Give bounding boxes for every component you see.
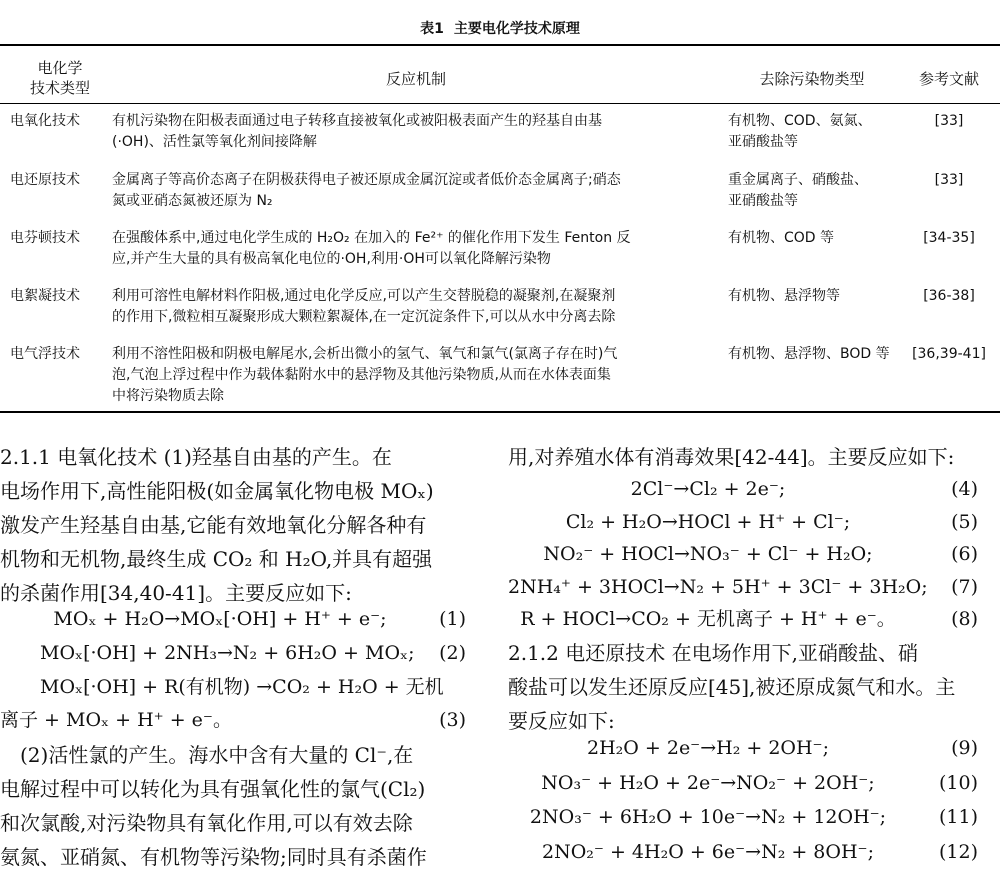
left-p1-line: 激发产生羟基自由基,它能有效地氧化分解各种有 [0,513,427,537]
equation-number: (2) [439,642,466,664]
equation-formula: MOₓ[·OH] + R(有机物) →CO₂ + H₂O + 无机 [40,676,444,698]
left-p1-line: 机物和无机物,最终生成 CO₂ 和 H₂O,并具有超强 [0,547,433,571]
equation-number: (4) [951,478,978,500]
row-type-line: 电芬顿技术 [10,230,80,246]
row-reference [898,286,1000,307]
equation-number: (9) [951,737,978,759]
equation-number: (11) [938,806,978,828]
equation-1 [0,604,468,634]
header-mechanism: 反应机制 [385,70,446,88]
row-pollutants [728,228,896,249]
row-mechanism-line: 应,并产生大量的具有极高氧化电位的·OH,利用·OH可以氧化降解污染物 [112,251,551,267]
row-type-line: 电气浮技术 [10,346,80,362]
table-bottom-rule [0,411,1000,413]
row-mechanism-line: 在强酸体系中,通过电化学生成的 H₂O₂ 在加入的 Fe²⁺ 的催化作用下发生 Fenton 反 [112,230,631,246]
equation [508,474,982,504]
table-caption [0,18,1000,38]
row-type [10,170,110,191]
row-mechanism [112,286,720,328]
row-pollutants [728,344,896,365]
equation-3-line1 [0,672,468,702]
row-pollutants [728,286,896,307]
row-mechanism-line: 有机污染物在阳极表面通过电子转移直接被氧化或被阳极表面产生的羟基自由基 [112,113,602,129]
row-mechanism [112,170,720,212]
equation-number: (5) [951,510,978,533]
row-pollutants-line: 有机物、COD、氨氮、 [728,113,872,129]
header-type [10,58,110,98]
equation [508,604,982,634]
header-references: 参考文献 [918,70,979,88]
row-reference [898,228,1000,249]
row-pollutants [728,170,896,212]
table-top-rule [0,44,1000,46]
equation [508,837,982,867]
equation [508,768,982,798]
row-mechanism-line: 利用可溶性电解材料作阳极,通过电化学反应,可以产生交替脱稳的凝聚剂,在凝聚剂 [112,288,616,304]
equation-formula: 离子 + MOₓ + H⁺ + e⁻。 [0,709,232,731]
row-type [10,228,110,249]
right-p2-line: 要反应如下: [508,709,615,733]
equation-number: (7) [951,575,978,598]
equation-formula: 2H₂O + 2e⁻→H₂ + 2OH⁻; [587,737,829,759]
row-type-line: 电氧化技术 [10,113,80,129]
equation-formula: Cl₂ + H₂O→HOCl + H⁺ + Cl⁻; [565,510,851,533]
row-mechanism [112,344,720,407]
equation [508,539,982,569]
row-mechanism [112,228,720,270]
equation-formula: NO₂⁻ + HOCl→NO₃⁻ + Cl⁻ + H₂O; [543,543,873,565]
row-pollutants-line: 有机物、COD 等 [728,230,835,246]
row-reference-line: [36,39-41] [912,346,986,362]
left-paragraph-1 [0,440,468,610]
row-mechanism-line: 利用不溶性阳极和阴极电解尾水,会析出微小的氢气、氧气和氯气(氯离子存在时)气 [112,346,618,362]
row-type [10,286,110,307]
equation-formula: MOₓ + H₂O→MOₓ[·OH] + H⁺ + e⁻; [53,608,387,630]
row-reference [898,170,1000,191]
equation [508,572,982,602]
row-mechanism-line: 金属离子等高价态离子在阴极获得电子被还原成金属沉淀或者低价态金属离子;硝态 [112,172,621,188]
row-pollutants [728,111,896,153]
row-pollutants-line: 亚硝酸盐等 [728,134,798,150]
equation-formula: R + HOCl→CO₂ + 无机离子 + H⁺ + e⁻。 [520,608,896,630]
row-reference [898,344,1000,365]
table-header-rule [0,103,1000,104]
right-paragraph-1 [508,440,982,474]
equation-formula: 2NO₂⁻ + 4H₂O + 6e⁻→N₂ + 8OH⁻; [542,840,874,863]
equation-formula: NO₃⁻ + H₂O + 2e⁻→NO₂⁻ + 2OH⁻; [541,771,875,794]
row-pollutants-line: 亚硝酸盐等 [728,193,798,209]
row-pollutants-line: 有机物、悬浮物等 [728,288,840,304]
row-mechanism-line: 中将污染物质去除 [112,388,224,404]
right-p1-line: 用,对养殖水体有消毒效果[42-44]。主要反应如下: [508,445,955,469]
equation-number: (1) [439,608,466,630]
row-mechanism-line: 的作用下,微粒相互凝聚形成大颗粒絮凝体,在一定沉淀条件下,可以从水中分离去除 [112,309,616,325]
row-type [10,111,110,132]
equation-number: (8) [951,608,978,630]
left-p2-line: 电解过程中可以转化为具有强氧化性的氯气(Cl₂) [0,777,426,801]
equation-number: (10) [938,771,978,794]
equation-formula: MOₓ[·OH] + 2NH₃→N₂ + 6H₂O + MOₓ; [40,642,415,664]
row-type-line: 电还原技术 [10,172,80,188]
left-p1-line: 2.1.1 电氧化技术 (1)羟基自由基的产生。在 [0,445,392,469]
header-pollutants: 去除污染物类型 [759,70,865,88]
row-type-line: 电絮凝技术 [10,288,80,304]
left-p1-line: 的杀菌作用[34,40-41]。主要反应如下: [0,581,352,605]
equation-3-line2 [0,705,468,735]
equation-formula: 2NH₄⁺ + 3HOCl→N₂ + 5H⁺ + 3Cl⁻ + 3H₂O; [508,575,928,598]
equation-number: (6) [951,543,978,565]
row-mechanism-line: 氮或亚硝态氮被还原为 N₂ [112,193,273,209]
equation [508,802,982,832]
right-p2-line: 酸盐可以发生还原反应[45],被还原成氮气和水。主 [508,675,956,699]
row-reference-line: [34-35] [923,230,975,246]
row-reference [898,111,1000,132]
equation-number: (3) [439,709,466,731]
right-paragraph-2 [508,636,982,738]
header-type-line1: 电化学 [37,59,83,77]
equation [508,507,982,537]
row-reference-line: [36-38] [923,288,975,304]
left-p2-line: 和次氯酸,对污染物具有氧化作用,可以有效去除 [0,811,413,835]
table-number: 表1 [420,21,444,37]
equation-formula: 2Cl⁻→Cl₂ + 2e⁻; [630,478,786,500]
left-p2-line: 氨氮、亚硝氮、有机物等污染物;同时具有杀菌作 [0,845,427,869]
row-mechanism-line: 泡,气泡上浮过程中作为载体黏附水中的悬浮物及其他污染物质,从而在水体表面集 [112,367,611,383]
row-reference-line: [33] [934,113,964,129]
equation [508,733,982,763]
equation-number: (12) [938,840,978,863]
left-p1-line: 电场作用下,高性能阳极(如金属氧化物电极 MOₓ) [0,479,434,503]
row-reference-line: [33] [934,172,964,188]
equation-2 [0,638,468,668]
row-type [10,344,110,365]
row-mechanism [112,111,720,153]
row-pollutants-line: 重金属离子、硝酸盐、 [728,172,868,188]
left-paragraph-2 [0,738,468,874]
row-pollutants-line: 有机物、悬浮物、BOD 等 [728,346,890,362]
header-type-line2: 技术类型 [29,79,90,97]
table-title: 主要电化学技术原理 [453,21,580,37]
left-p2-line: (2)活性氯的产生。海水中含有大量的 Cl⁻,在 [20,743,414,767]
right-p2-line: 2.1.2 电还原技术 在电场作用下,亚硝酸盐、硝 [508,641,918,665]
row-mechanism-line: (·OH)、活性氯等氧化剂间接降解 [112,134,317,150]
equation-formula: 2NO₃⁻ + 6H₂O + 10e⁻→N₂ + 12OH⁻; [529,806,887,828]
